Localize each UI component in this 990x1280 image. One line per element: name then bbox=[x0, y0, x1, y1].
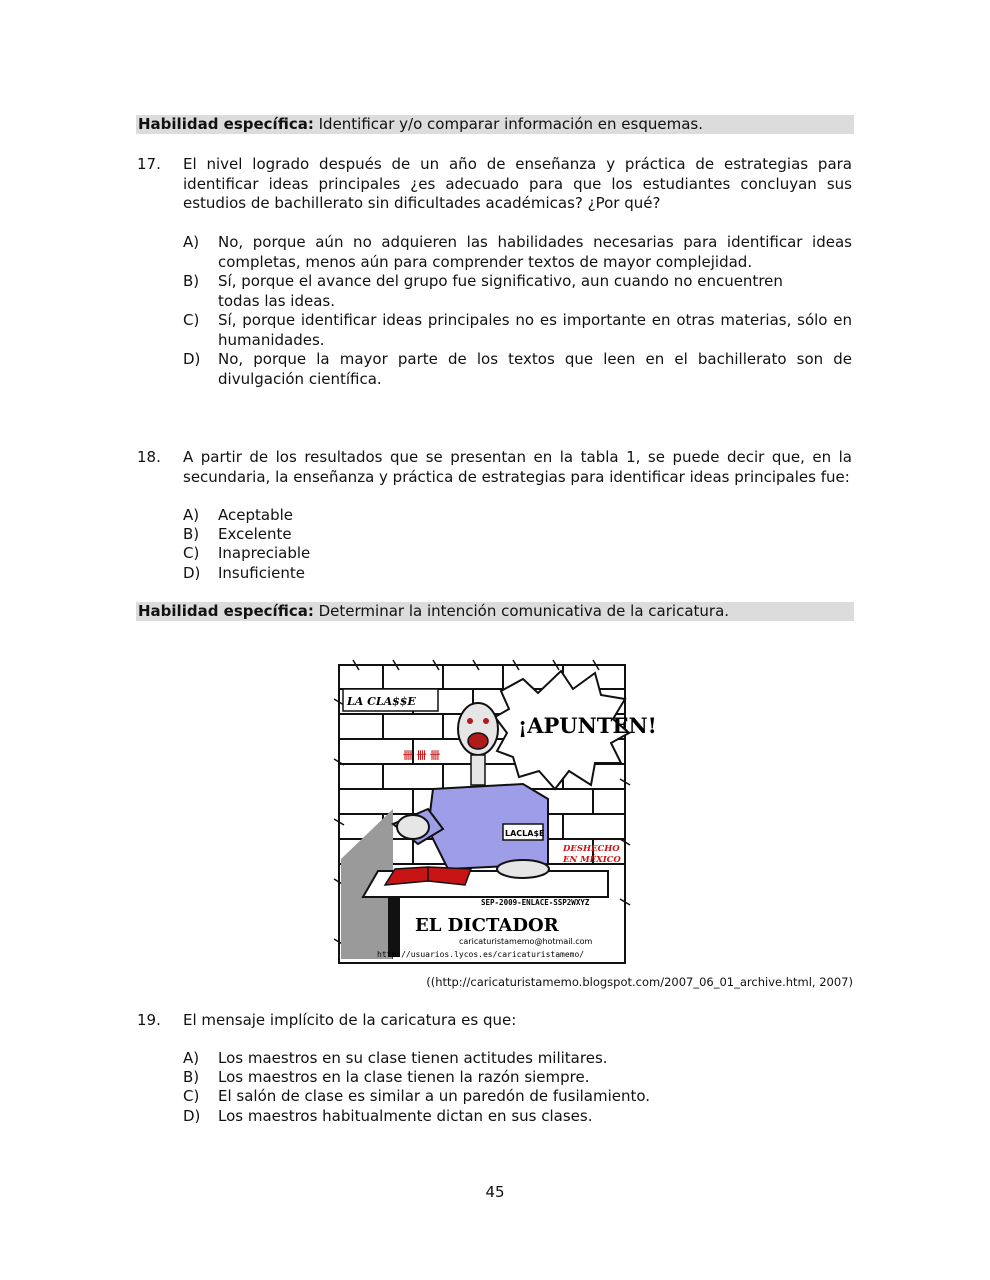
q18-option-a bbox=[183, 506, 852, 526]
q19-option-b bbox=[183, 1068, 852, 1088]
q17-option-b bbox=[183, 272, 852, 311]
option-letter: B) bbox=[183, 272, 200, 290]
q17-option-c bbox=[183, 311, 852, 350]
option-letter: C) bbox=[183, 311, 200, 329]
image-caption: ((http://caricaturistamemo.blogspot.com/2007_06_01_archive.html, 2007) bbox=[426, 975, 853, 989]
skill-band-2 bbox=[136, 602, 854, 621]
stamp-line-1: DESHECHO bbox=[563, 844, 620, 854]
serial-text: SEP-2009-ENLACE-SSP2WXYZ bbox=[481, 898, 590, 907]
tally-marks: 卌 卌 卌 bbox=[403, 751, 440, 762]
option-text: Insuficiente bbox=[218, 564, 305, 582]
q17-option-d bbox=[183, 350, 852, 389]
cartoon-email: caricaturistamemo@hotmail.com bbox=[459, 937, 593, 946]
q18-option-b bbox=[183, 525, 852, 545]
option-text: Sí, porque identificar ideas principales no es importante en otras materias, sólo en humanidades. bbox=[218, 311, 852, 349]
option-letter: A) bbox=[183, 1049, 200, 1067]
option-text: No, porque la mayor parte de los textos que leen en el bachillerato son de divulgación científica. bbox=[218, 350, 852, 388]
skill-label: Habilidad específica: bbox=[138, 115, 314, 133]
question-19-number: 19. bbox=[137, 1011, 161, 1029]
q19-option-a bbox=[183, 1049, 852, 1069]
class-label: LA CLA$$E bbox=[347, 695, 416, 708]
dictator-cartoon bbox=[333, 659, 657, 969]
option-letter: D) bbox=[183, 564, 201, 582]
option-letter: D) bbox=[183, 350, 201, 368]
option-text: El salón de clase es similar a un paredón de fusilamiento. bbox=[218, 1087, 651, 1105]
option-letter: C) bbox=[183, 544, 200, 562]
cartoon-url: http://usuarios.lycos.es/caricaturistamemo/ bbox=[377, 950, 585, 959]
cartoon-title: EL DICTADOR bbox=[415, 915, 559, 936]
option-text: Excelente bbox=[218, 525, 292, 543]
q17-option-a bbox=[183, 233, 852, 272]
option-text: Los maestros en la clase tienen la razón siempre. bbox=[218, 1068, 590, 1086]
option-letter: B) bbox=[183, 1068, 200, 1086]
speech-text: ¡APUNTEN! bbox=[518, 713, 657, 738]
q18-option-d bbox=[183, 564, 852, 584]
page-number: 45 bbox=[485, 1183, 505, 1201]
option-letter: A) bbox=[183, 506, 200, 524]
question-17-text: El nivel logrado después de un año de enseñanza y práctica de estrategias para identificar ideas principales ¿es adecuado para que los estudiantes concluyan sus estudios de bachillerato sin dificultades académicas? ¿Por qué? bbox=[183, 155, 852, 212]
option-letter: C) bbox=[183, 1087, 200, 1105]
option-letter: D) bbox=[183, 1107, 201, 1125]
option-letter: B) bbox=[183, 525, 200, 543]
option-text: No, porque aún no adquieren las habilidades necesarias para identificar ideas completas, menos aún para comprender textos de mayor complejidad. bbox=[218, 233, 852, 271]
skill-text: Identificar y/o comparar información en esquemas. bbox=[318, 115, 703, 133]
option-text: Inapreciable bbox=[218, 544, 311, 562]
question-17-number: 17. bbox=[137, 155, 161, 173]
skill-text: Determinar la intención comunicativa de la caricatura. bbox=[318, 602, 730, 620]
q19-option-d bbox=[183, 1107, 852, 1127]
option-text: Los maestros habitualmente dictan en sus clases. bbox=[218, 1107, 593, 1125]
armband-text: LACLA$E bbox=[505, 829, 545, 838]
skill-label: Habilidad específica: bbox=[138, 602, 314, 620]
option-text: Los maestros en su clase tienen actitudes militares. bbox=[218, 1049, 608, 1067]
question-19-text: El mensaje implícito de la caricatura es que: bbox=[183, 1011, 517, 1029]
stamp-line-2: EN MÉXICO bbox=[563, 855, 621, 865]
question-18-text: A partir de los resultados que se presentan en la tabla 1, se puede decir que, en la secundaria, la enseñanza y práctica de estrategias para identificar ideas principales fue: bbox=[183, 448, 852, 486]
skill-band-1 bbox=[136, 115, 854, 134]
q18-option-c bbox=[183, 544, 852, 564]
question-18-number: 18. bbox=[137, 448, 161, 466]
q19-option-c bbox=[183, 1087, 852, 1107]
option-text: Sí, porque el avance del grupo fue significativo, aun cuando no encuentren todas las ideas. bbox=[218, 272, 783, 310]
option-letter: A) bbox=[183, 233, 200, 251]
option-text: Aceptable bbox=[218, 506, 293, 524]
